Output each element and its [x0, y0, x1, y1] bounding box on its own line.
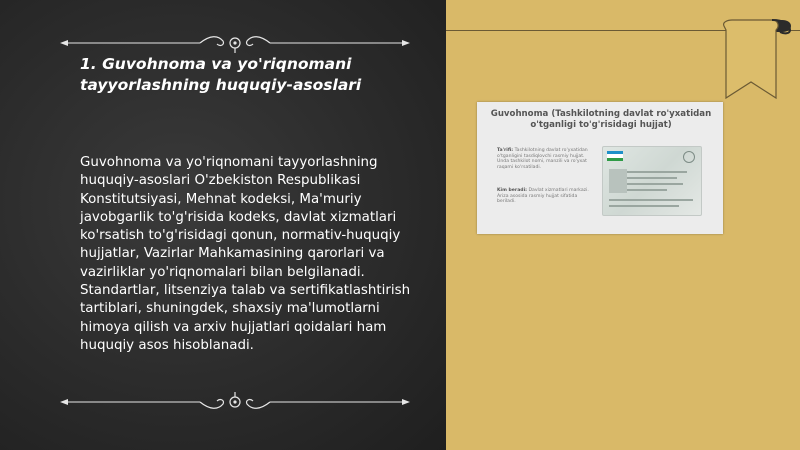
slide-title — [80, 54, 420, 96]
document-figure — [477, 102, 723, 234]
figure-desc2-text: Davlat xizmatlari markazi. Ariza asosida rasmiy hujjat sifatida beriladi. — [497, 188, 589, 205]
bottom-ornament-divider — [60, 392, 410, 412]
emblem-icon — [683, 151, 695, 163]
photo-placeholder — [609, 169, 627, 193]
figure-desc1-text: Tashkilotning davlat ro'yxatidan o'tganligini tasdiqlovchi rasmiy hujjat. Unda tashkilot nomi, manzili va ro'yxat raqami ko'rsatiladi. — [497, 148, 588, 170]
figure-desc1-label: Ta'rifi: — [497, 148, 514, 153]
uzbekistan-flag-icon — [607, 151, 623, 161]
figure-desc-issuer — [497, 188, 597, 205]
slide-title-line1: 1. Guvohnoma va yo'riqnomani — [80, 55, 352, 73]
top-ornament-divider — [60, 33, 410, 53]
slide-title-line2: tayyorlashning huquqiy-asoslari — [80, 76, 362, 94]
id-card-image — [602, 146, 702, 216]
figure-desc-definition — [497, 148, 597, 170]
figure-desc2-label: Kim beradi: — [497, 188, 527, 193]
bookmark-icon — [718, 18, 792, 102]
slide-body-text: Guvohnoma va yo'riqnomani tayyorlashning huquqiy-asoslari O'zbekiston Respublikasi Konstitutsiyasi, Mehnat kodeksi, Ma'muriy javobgarlik to'g'risida kodeks, davlat xizmatlari ko'rsatish to'g'risidagi qonun, normativ-huquqiy hujjatlar, Vazirlar Mahkamasining qarorlari va vazirliklar yo'riqnomalari bilan belgilanadi. Standartlar, litsenziya talab va sertifikatlashtirish tartiblari, shuningdek, shaxsiy ma'lumotlarni himoya qilish va arxiv hujjatlari qoidalari ham huquqiy asos hisoblanadi. — [80, 155, 411, 353]
figure-title: Guvohnoma (Tashkilotning davlat ro'yxatidan o'tganligi to'g'risidagi hujjat) — [490, 109, 712, 130]
